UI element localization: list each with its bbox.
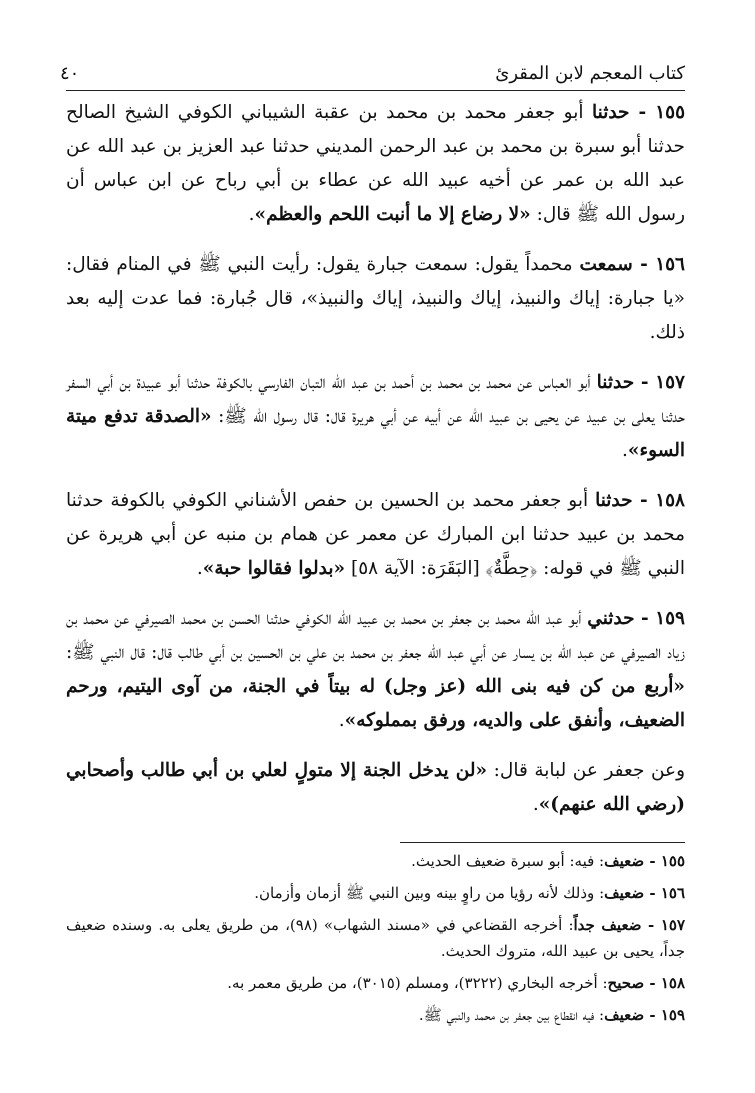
book-title: كتاب المعجم لابن المقرئ: [495, 63, 685, 84]
hadith-number: ١٥٨: [655, 490, 685, 511]
footnote-158: [66, 970, 685, 996]
hadith-text: محمداً يقول: سمعت جبارة يقول: رأيت النبي ﷺ في المنام فقال: «يا جبارة: إياك والنبيذ، إياك والنبيذ، إياك والنبيذ»، قال جُبارة: فما عدت إليه بعد ذلك.: [66, 254, 685, 343]
footnote-grade: ضعيف: [604, 1006, 645, 1024]
hadith-lead-word: حدثنا: [595, 490, 633, 511]
hadith-tail: .: [622, 440, 628, 461]
footnote-number: ١٥٧: [660, 916, 685, 934]
footnote-separator: -: [644, 974, 661, 992]
footnote-number: ١٥٦: [660, 884, 685, 902]
footnote-separator: -: [644, 1006, 661, 1024]
hadith-lead-word: حدثني: [587, 608, 635, 629]
footnote-grade: ضعيف: [604, 884, 645, 902]
hadith-matn: «الصدقة تدفع ميتة السوء»: [66, 406, 685, 461]
footnote-divider: [400, 842, 685, 843]
hadith-156: [66, 248, 685, 350]
footnote-157: [66, 912, 685, 964]
footnote-number: ١٥٨: [660, 974, 685, 992]
footnote-155: [66, 848, 685, 874]
hadith-text: وعن جعفر عن لبابة قال:: [487, 760, 686, 781]
header-divider: [66, 90, 685, 91]
hadith-159: [66, 602, 685, 738]
footnote-grade: ضعيف جداً: [573, 916, 642, 934]
footnote-text: : فيه: أبو سبرة ضعيف الحديث.: [411, 852, 605, 870]
page-header: [60, 52, 685, 84]
hadith-lead-word: حدثنا: [591, 102, 630, 123]
hadith-separator: -: [634, 608, 656, 629]
hadith-text: أبو العباس عن محمد بن محمد بن أحمد بن عبد الله التبان الفارسي بالكوفة حدثنا أبو عبيدة بن أبي السفر حدثنا يعلى بن عبيد عن يحيى بن عبيد الله عن أبيه عن أبي هريرة قال: قال رسول الله ﷺ:: [66, 372, 685, 427]
hadith-number: ١٥٩: [655, 608, 685, 629]
footnote-text: : فيه انقطاع بين جعفر بن محمد والنبي ﷺ.: [418, 1006, 605, 1024]
hadith-lead-word: سمعت: [579, 254, 633, 275]
footnote-number: ١٥٥: [660, 852, 685, 870]
hadith-text: أبو جعفر محمد بن الحسين بن حفص الأشناني الكوفي بالكوفة حدثنا محمد بن عبيد حدثنا ابن المبارك عن معمر عن همام بن منبه عن أبي هريرة عن النبي ﷺ في قوله: ﴿حِطَّةٌ﴾ [البَقَرَة: الآية ٥٨]: [66, 490, 685, 579]
footnote-separator: -: [644, 884, 661, 902]
hadith-tail: .: [532, 794, 539, 815]
hadith-tail: .: [338, 710, 345, 731]
footnote-text: : أخرجه البخاري (٣٢٢٢)، ومسلم (٣٠١٥)، من طريق معمر به.: [227, 974, 608, 992]
footnote-grade: ضعيف: [604, 852, 645, 870]
hadith-separator: -: [634, 372, 656, 393]
hadith-body: [66, 96, 685, 838]
hadith-matn: «أربع من كن فيه بنى الله (عز وجل) له بيتاً في الجنة، من آوى اليتيم، ورحم الضعيف، وأنفق على والديه، ورفق بمملوكه»: [66, 676, 685, 731]
footnote-separator: -: [644, 852, 661, 870]
hadith-lead-word: حدثنا: [596, 372, 635, 393]
hadith-158: [66, 484, 685, 586]
footnote-separator: -: [641, 916, 661, 934]
page-number: ٤٠: [60, 63, 80, 84]
hadith-number: ١٥٧: [655, 372, 685, 393]
hadith-separator: -: [629, 102, 656, 123]
footnote-156: [66, 880, 685, 906]
hadith-tail: .: [248, 204, 255, 225]
hadith-separator: -: [632, 490, 656, 511]
footnote-grade: صحيح: [607, 974, 645, 992]
hadith-matn: «بدلوا فقالوا حبة»: [202, 558, 346, 579]
footnotes: [66, 848, 685, 1034]
hadith-matn: «لن يدخل الجنة إلا متولٍ لعلي بن أبي طالب وأصحابي (رضي الله عنهم)»: [66, 760, 685, 815]
footnote-text: : وذلك لأنه رؤيا من راوٍ بينه وبين النبي ﷺ أزمان وأزمان.: [254, 884, 605, 902]
hadith-number: ١٥٦: [655, 254, 685, 275]
hadith-tail: .: [196, 558, 203, 579]
footnote-text: : أخرجه القضاعي في «مسند الشهاب» (٩٨)، من طريق يعلى به. وسنده ضعيف جداً، يحيى بن عبيد الله، متروك الحديث.: [66, 916, 685, 960]
hadith-159-addendum: [66, 754, 685, 822]
hadith-text: أبو عبد الله محمد بن جعفر بن محمد بن عبيد الله الكوفي حدثنا الحسن بن محمد الصيرفي عن محمد بن زياد الصيرفي عن عبد الله بن يسار عن أبي عبد الله جعفر بن محمد بن علي بن الحسين بن أبي طالب قال: قال النبي ﷺ:: [66, 608, 685, 663]
footnote-159: [66, 1002, 685, 1028]
hadith-separator: -: [632, 254, 656, 275]
hadith-text: أبو جعفر محمد بن محمد بن عقبة الشيباني الكوفي الشيخ الصالح حدثنا أبو سبرة بن محمد بن عبد الرحمن المديني حدثنا عبد العزيز بن عبد الله عن عبد الله بن عمر عن أخيه عبيد الله عن عطاء بن أبي رباح عن ابن عباس أن رسول الله ﷺ قال:: [66, 102, 685, 225]
hadith-157: [66, 366, 685, 468]
hadith-number: ١٥٥: [655, 102, 686, 123]
hadith-matn: «لا رضاع إلا ما أنبت اللحم والعظم»: [254, 204, 531, 225]
footnote-number: ١٥٩: [660, 1006, 685, 1024]
hadith-155: [66, 96, 685, 232]
